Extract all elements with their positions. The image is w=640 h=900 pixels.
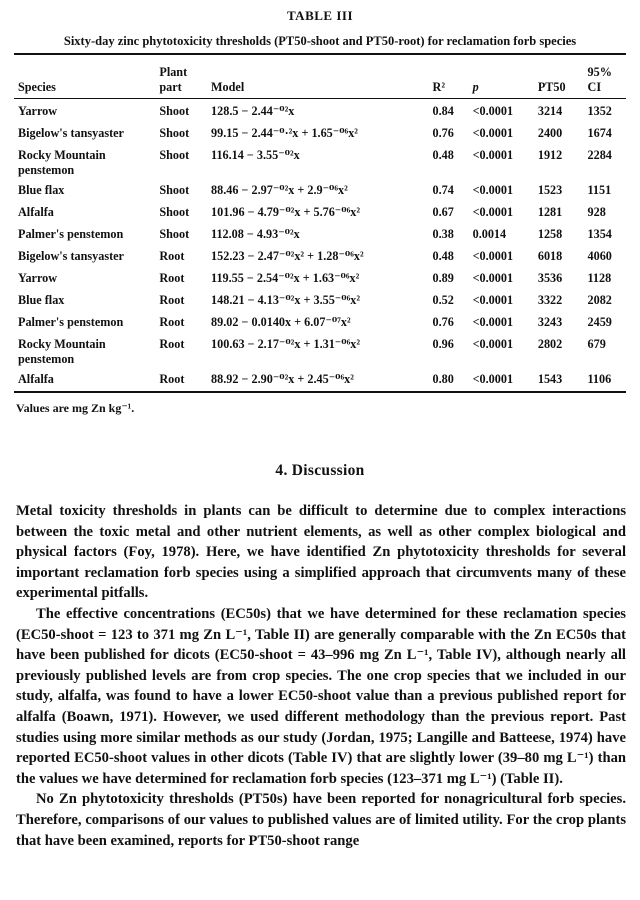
- cell-ci: 4060: [587, 249, 612, 263]
- table-number: TABLE III: [286, 8, 354, 23]
- cell-p: <0.0001: [472, 293, 514, 307]
- cell-species: Yarrow: [18, 271, 58, 285]
- cell-r2: 0.48: [432, 148, 454, 162]
- cell-p: <0.0001: [472, 372, 514, 386]
- cell-species: Bigelow's tansyaster: [18, 249, 124, 263]
- cell-pt50: 1912: [537, 148, 563, 162]
- table-row: [14, 368, 626, 390]
- header-pt50: PT50: [537, 80, 566, 94]
- cell-r2: 0.89: [432, 271, 454, 285]
- cell-pt50: 3214: [537, 104, 563, 118]
- cell-part: Root: [159, 337, 185, 351]
- table-footnote: Values are mg Zn kg⁻¹.: [16, 401, 135, 415]
- table-title: Sixty-day zinc phytotoxicity thresholds (PT50-shoot and PT50-root) for reclamation forb species: [63, 34, 577, 48]
- cell-model: 148.21 − 4.13⁻⁰²x + 3.55⁻⁰⁶x²: [211, 293, 360, 307]
- header-ci-line1: 95%: [587, 65, 612, 79]
- cell-part: Root: [159, 293, 185, 307]
- cell-pt50: 2400: [537, 126, 563, 140]
- cell-species: Blue flax: [18, 183, 65, 197]
- table-top-rule: [14, 53, 626, 55]
- cell-part: Shoot: [159, 148, 190, 162]
- cell-r2: 0.67: [432, 205, 454, 219]
- cell-ci: 1352: [587, 104, 612, 118]
- table-body: [14, 100, 626, 390]
- cell-species: Alfalfa: [18, 372, 54, 386]
- cell-species: Alfalfa: [18, 205, 54, 219]
- cell-pt50: 1281: [537, 205, 563, 219]
- cell-r2: 0.80: [432, 372, 454, 386]
- table-row: [14, 333, 626, 368]
- cell-pt50: 3536: [537, 271, 563, 285]
- cell-model: 119.55 − 2.54⁻⁰²x + 1.63⁻⁰⁶x²: [211, 271, 360, 285]
- header-r2: R²: [432, 80, 445, 94]
- cell-r2: 0.96: [432, 337, 454, 351]
- cell-pt50: 3243: [537, 315, 563, 329]
- cell-r2: 0.76: [432, 315, 454, 329]
- header-ci-line2: CI: [587, 80, 602, 94]
- table-row: [14, 311, 626, 333]
- cell-model: 88.92 − 2.90⁻⁰²x + 2.45⁻⁰⁶x²: [211, 372, 354, 386]
- section-heading: 4. Discussion: [275, 462, 365, 479]
- cell-p: <0.0001: [472, 205, 514, 219]
- paragraph: The effective concentrations (EC50s) that we have determined for these reclamation species (EC50-shoot = 123 to 371 mg Zn L⁻¹, Table II) are generally comparable with the Zn EC50s that have been published for dicots (EC50-shoot = 43–996 mg Zn L⁻¹, Table IV), although nearly all previously published levels are from crop species. The one crop species that we included in our study, alfalfa, was found to have a lower EC50-shoot value than a previous published report for alfalfa (Boawn, 1971). However, we used different methodology than the previous report. Past studies using more similar methods as our study (Jordan, 1975; Langille and Batteese, 1974) have reported EC50-shoot values in other dicots (Table IV) that are slightly lower (39–80 mg L⁻¹) than the values we have determined for reclamation forb species (123–371 mg L⁻¹) (Table II).: [16, 605, 626, 787]
- cell-ci: 1128: [587, 271, 612, 285]
- cell-p: <0.0001: [472, 183, 514, 197]
- header-ci: [586, 59, 626, 100]
- cell-p: <0.0001: [472, 249, 514, 263]
- cell-model: 99.15 − 2.44⁻⁰·²x + 1.65⁻⁰⁶x²: [211, 126, 358, 140]
- cell-ci: 2459: [587, 315, 612, 329]
- cell-ci: 928: [587, 205, 606, 219]
- cell-ci: 2284: [587, 148, 612, 162]
- cell-part: Shoot: [159, 126, 190, 140]
- paragraph: Metal toxicity thresholds in plants can be difficult to determine due to complex interactions between the toxic metal and other nutrient elements, as well as other complex biological and physical factors (Foy, 1978). Here, we have identified Zn phytotoxicity thresholds for several important reclamation forb species using a simplified approach that circumvents many of these experimental pitfalls.: [16, 503, 626, 602]
- cell-ci: 1354: [587, 227, 612, 241]
- cell-ci: 2082: [587, 293, 612, 307]
- cell-p: <0.0001: [472, 126, 514, 140]
- cell-species: Palmer's penstemon: [18, 315, 124, 329]
- table-row: [14, 289, 626, 311]
- cell-species: Rocky Mountain penstemon: [18, 337, 106, 366]
- cell-part: Shoot: [159, 183, 190, 197]
- zinc-threshold-table: [14, 59, 626, 390]
- table-row: [14, 179, 626, 201]
- discussion-body: [16, 501, 626, 851]
- table-row: [14, 245, 626, 267]
- table-row: [14, 122, 626, 144]
- cell-r2: 0.84: [432, 104, 454, 118]
- cell-model: 128.5 − 2.44⁻⁰²x: [211, 104, 295, 118]
- header-p: [471, 59, 536, 100]
- cell-ci: 1674: [587, 126, 612, 140]
- cell-model: 88.46 − 2.97⁻⁰²x + 2.9⁻⁰⁶x²: [211, 183, 348, 197]
- cell-species: Blue flax: [18, 293, 65, 307]
- cell-part: Root: [159, 271, 185, 285]
- cell-ci: 679: [587, 337, 606, 351]
- paragraph: No Zn phytotoxicity thresholds (PT50s) have been reported for nonagricultural forb species. Therefore, comparisons of our values to published values are of limited utility. For the crop plants that have been examined, reports for PT50-shoot range: [16, 791, 626, 849]
- cell-part: Shoot: [159, 205, 190, 219]
- cell-part: Root: [159, 249, 185, 263]
- cell-p: 0.0014: [472, 227, 507, 241]
- cell-p: <0.0001: [472, 271, 514, 285]
- table-row: [14, 267, 626, 289]
- table-row: [14, 144, 626, 179]
- cell-part: Shoot: [159, 227, 190, 241]
- table-header: [14, 59, 626, 100]
- cell-p: <0.0001: [472, 337, 514, 351]
- cell-part: Root: [159, 372, 185, 386]
- cell-p: <0.0001: [472, 148, 514, 162]
- cell-part: Root: [159, 315, 185, 329]
- cell-r2: 0.48: [432, 249, 454, 263]
- cell-species: Rocky Mountain penstemon: [18, 148, 106, 177]
- cell-model: 101.96 − 4.79⁻⁰²x + 5.76⁻⁰⁶x²: [211, 205, 360, 219]
- cell-pt50: 6018: [537, 249, 563, 263]
- cell-species: Yarrow: [18, 104, 58, 118]
- table-bottom-rule: [14, 391, 626, 393]
- header-species: Species: [18, 80, 56, 94]
- cell-pt50: 1523: [537, 183, 563, 197]
- cell-pt50: 1543: [537, 372, 563, 386]
- cell-part: Shoot: [159, 104, 190, 118]
- cell-ci: 1151: [587, 183, 612, 197]
- header-p-text: p: [472, 80, 479, 94]
- header-plant-part: [157, 59, 209, 100]
- table-row: [14, 223, 626, 245]
- cell-model: 152.23 − 2.47⁻⁰²x² + 1.28⁻⁰⁶x²: [211, 249, 364, 263]
- header-plant-part-line2: part: [159, 80, 182, 94]
- table-row: [14, 100, 626, 122]
- cell-r2: 0.74: [432, 183, 454, 197]
- cell-pt50: 2802: [537, 337, 563, 351]
- cell-ci: 1106: [587, 372, 612, 386]
- cell-model: 116.14 − 3.55⁻⁰²x: [211, 148, 300, 162]
- cell-pt50: 1258: [537, 227, 563, 241]
- cell-model: 89.02 − 0.0140x + 6.07⁻⁰⁷x²: [211, 315, 351, 329]
- cell-model: 112.08 − 4.93⁻⁰²x: [211, 227, 300, 241]
- header-model: Model: [211, 80, 245, 94]
- table-row: [14, 201, 626, 223]
- cell-p: <0.0001: [472, 104, 514, 118]
- cell-species: Bigelow's tansyaster: [18, 126, 124, 140]
- cell-r2: 0.76: [432, 126, 454, 140]
- cell-species: Palmer's penstemon: [18, 227, 124, 241]
- header-plant-part-line1: Plant: [159, 65, 188, 79]
- cell-pt50: 3322: [537, 293, 563, 307]
- cell-r2: 0.52: [432, 293, 454, 307]
- cell-p: <0.0001: [472, 315, 514, 329]
- cell-r2: 0.38: [432, 227, 454, 241]
- cell-model: 100.63 − 2.17⁻⁰²x + 1.31⁻⁰⁶x²: [211, 337, 360, 351]
